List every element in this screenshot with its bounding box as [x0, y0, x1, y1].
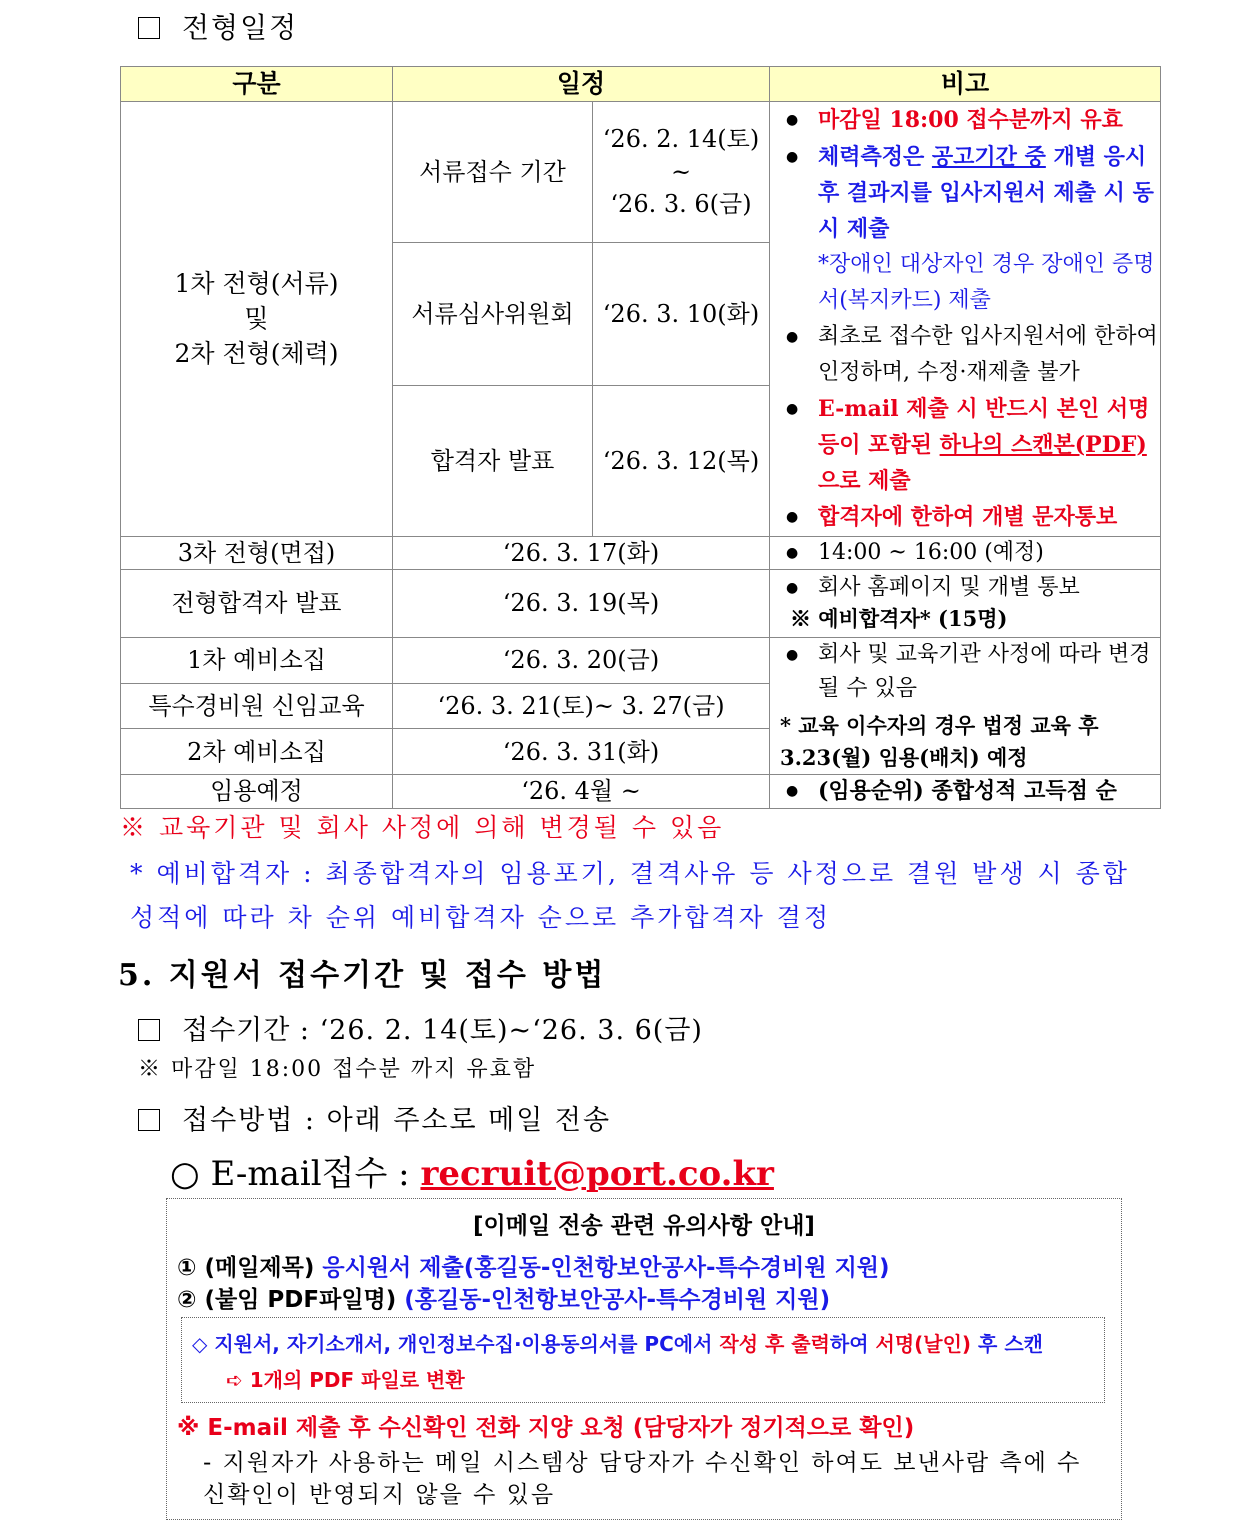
row-name: 2차 예비소집 — [121, 729, 393, 775]
mail-notice-box — [166, 1198, 1122, 1520]
merged-remark: ● 회사 및 교육기관 사정에 따라 변경될 수 있음 * 교육 이수자의 경우 법정 교육 후 3.23(월) 임용(배치) 예정 — [770, 638, 1161, 775]
table-row — [121, 775, 1161, 808]
row-name: 1차 예비소집 — [121, 638, 393, 684]
mail-warning-detail: - 지원자가 사용하는 메일 시스템상 담당자가 수신확인 하여도 보낸사람 측에 수신확인이 반영되지 않을 수 있음 — [203, 1450, 1082, 1508]
row-name: 3차 전형(면접) — [121, 536, 393, 569]
mail-inner-box — [181, 1317, 1105, 1403]
mail-warning: ※ E-mail 제출 후 수신확인 전화 지양 요청 (담당자가 정기적으로 확인) — [177, 1415, 915, 1441]
period-note: ※ 마감일 18:00 접수분 까지 유효함 — [138, 1057, 537, 1082]
row-date: ‘26. 3. 20(금) — [393, 638, 770, 684]
table-row — [121, 536, 1161, 569]
mail-attachment-rule: ② (붙임 PDF파일명) (홍길동-인천항보안공사-특수경비원 지원) — [177, 1287, 831, 1313]
row-name: 임용예정 — [121, 775, 393, 808]
document-instruction: ◇ 지원서, 자기소개서, 개인정보수집·이용동의서를 PC에서 작성 후 출력하여 서명(날인) 후 스캔 — [192, 1332, 1043, 1356]
row-name: 특수경비원 신임교육 — [121, 683, 393, 729]
row-date: ‘26. 3. 31(화) — [393, 729, 770, 775]
checkbox-square-icon — [138, 17, 160, 39]
receive-period: 접수기간 : ‘26. 2. 14(토)~‘26. 3. 6(금) — [138, 1008, 703, 1047]
header-schedule: 일정 — [393, 67, 770, 102]
header-remarks: 비고 — [770, 67, 1161, 102]
receive-method: 접수방법 : 아래 주소로 메일 전송 — [138, 1098, 611, 1137]
note-reserve: * 예비합격자 : 최종합격자의 임용포기, 결격사유 등 사정으로 결원 발생 시 종합성적에 따라 차 순위 예비합격자 순으로 추가합격자 결정 — [130, 859, 1130, 932]
section5-title: 5. 지원서 접수기간 및 접수 방법 — [118, 958, 607, 993]
pdf-convert-instruction: ➪ 1개의 PDF 파일로 변환 — [226, 1368, 465, 1392]
sub-row-name: 서류접수 기간 — [393, 101, 593, 243]
schedule-table — [120, 66, 1161, 809]
row-remark: ● 회사 홈페이지 및 개별 통보 ※ 예비합격자* (15명) — [770, 570, 1161, 638]
sub-row-date: ‘26. 2. 14(토) ~ ‘26. 3. 6(금) — [593, 101, 770, 243]
row-date: ‘26. 3. 21(토)~ 3. 27(금) — [393, 683, 770, 729]
row-name: 전형합격자 발표 — [121, 570, 393, 638]
checkbox-square-icon — [138, 1019, 160, 1041]
email-link[interactable]: recruit@port.co.kr — [420, 1154, 774, 1194]
table-row — [121, 638, 1161, 684]
mail-subject-rule: ① (메일제목) 응시원서 제출(홍길동-인천항보안공사-특수경비원 지원) — [177, 1255, 890, 1281]
checkbox-square-icon — [138, 1109, 160, 1131]
row-remark: ● (임용순위) 종합성적 고득점 순 — [770, 775, 1161, 808]
sub-row-name: 합격자 발표 — [393, 385, 593, 536]
sub-row-name: 서류심사위원회 — [393, 243, 593, 386]
stage1-remarks: ● 마감일 18:00 접수분까지 유효 ● 체력측정은 공고기간 중 개별 응시 후 결과지를 입사지원서 제출 시 동시 제출 *장애인 대상자인 경우 장애인 증명서(복지카드) 제출 ● 최초로 접수한 입사지원서에 한하여 인정하며, 수정·재제출 불가 ● E-mail 제출 시 반드시 본인 서명 등이 포함된 하나의 스캔본(PDF)으로 제출 ● 합격자에 한하여 개별 문자통보 — [770, 101, 1161, 536]
note-change: ※ 교육기관 및 회사 사정에 의해 변경될 수 있음 — [120, 813, 725, 842]
table-row — [121, 101, 1161, 243]
row-remark: ● 14:00 ~ 16:00 (예정) — [770, 536, 1161, 569]
row-date: ‘26. 3. 17(화) — [393, 536, 770, 569]
email-line: ○ E-mail접수 : recruit@port.co.kr — [170, 1154, 774, 1194]
mail-notice-title: [이메일 전송 관련 유의사항 안내] — [473, 1213, 815, 1239]
sub-row-date: ‘26. 3. 12(목) — [593, 385, 770, 536]
sub-row-date: ‘26. 3. 10(화) — [593, 243, 770, 386]
header-category: 구분 — [121, 67, 393, 102]
row-date: ‘26. 4월 ~ — [393, 775, 770, 808]
row-date: ‘26. 3. 19(목) — [393, 570, 770, 638]
table-header-row — [121, 67, 1161, 102]
schedule-heading: 전형일정 — [138, 6, 298, 46]
stage1-label: 1차 전형(서류) 및 2차 전형(체력) — [121, 101, 393, 536]
table-row — [121, 570, 1161, 638]
